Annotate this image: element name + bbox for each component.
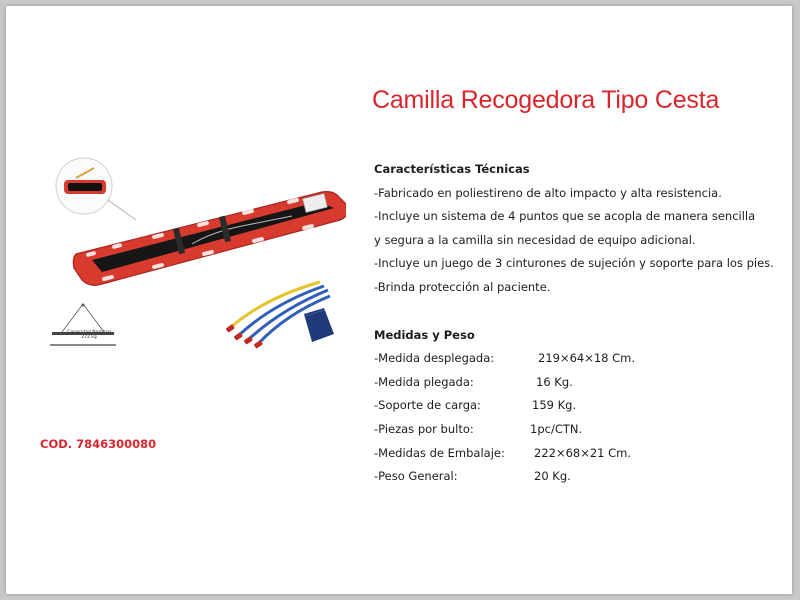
spec-label: -Medida desplegada: [374, 351, 495, 366]
medidas-heading: Medidas y Peso [374, 327, 475, 342]
spec-value: 16 Kg. [536, 374, 573, 389]
load-capacity-label [66, 330, 112, 340]
badge-line1: Capacidad Nominal [67, 330, 111, 335]
feature-line: -Fabricado en poliestireno de alto impacto y alta resistencia. [374, 185, 722, 200]
feature-line: -Incluye un sistema de 4 puntos que se acopla de manera sencilla [374, 209, 756, 224]
spec-label: -Soporte de carga: [374, 398, 481, 413]
product-code: COD. 7846300080 [40, 437, 157, 451]
spec-label: -Piezas por bulto: [374, 421, 474, 436]
specs-block [374, 158, 784, 489]
spec-label: -Peso General: [374, 469, 458, 484]
spec-value: 219×64×18 Cm. [538, 351, 636, 366]
feature-line: -Incluye un juego de 3 cinturones de sujeción y soporte para los pies. [374, 256, 774, 271]
spec-row [374, 371, 784, 395]
badge-line2: 272 kg [81, 335, 97, 340]
spec-row [374, 418, 784, 442]
feature-line: -Brinda protección al paciente. [374, 279, 551, 294]
straps-and-bag-image [224, 278, 344, 353]
spec-row [374, 442, 784, 466]
product-sheet [6, 6, 792, 594]
spec-label: -Medidas de Embalaje: [374, 445, 505, 460]
spec-value: 20 Kg. [534, 469, 571, 484]
page-title: Camilla Recogedora Tipo Cesta [372, 86, 720, 114]
stretcher-image [46, 156, 346, 296]
feature-line: y segura a la camilla sin necesidad de equipo adicional. [374, 232, 696, 247]
spec-row [374, 465, 784, 489]
spec-label: -Medida plegada: [374, 374, 474, 389]
caracteristicas-heading: Características Técnicas [374, 162, 530, 176]
zoom-detail-icon [56, 158, 136, 220]
spec-row [374, 347, 784, 371]
spec-value: 1pc/CTN. [530, 421, 583, 436]
load-capacity-icon [48, 302, 118, 352]
spec-row [374, 394, 784, 418]
spec-value: 222×68×21 Cm. [534, 445, 632, 460]
spec-value: 159 Kg. [532, 398, 577, 413]
